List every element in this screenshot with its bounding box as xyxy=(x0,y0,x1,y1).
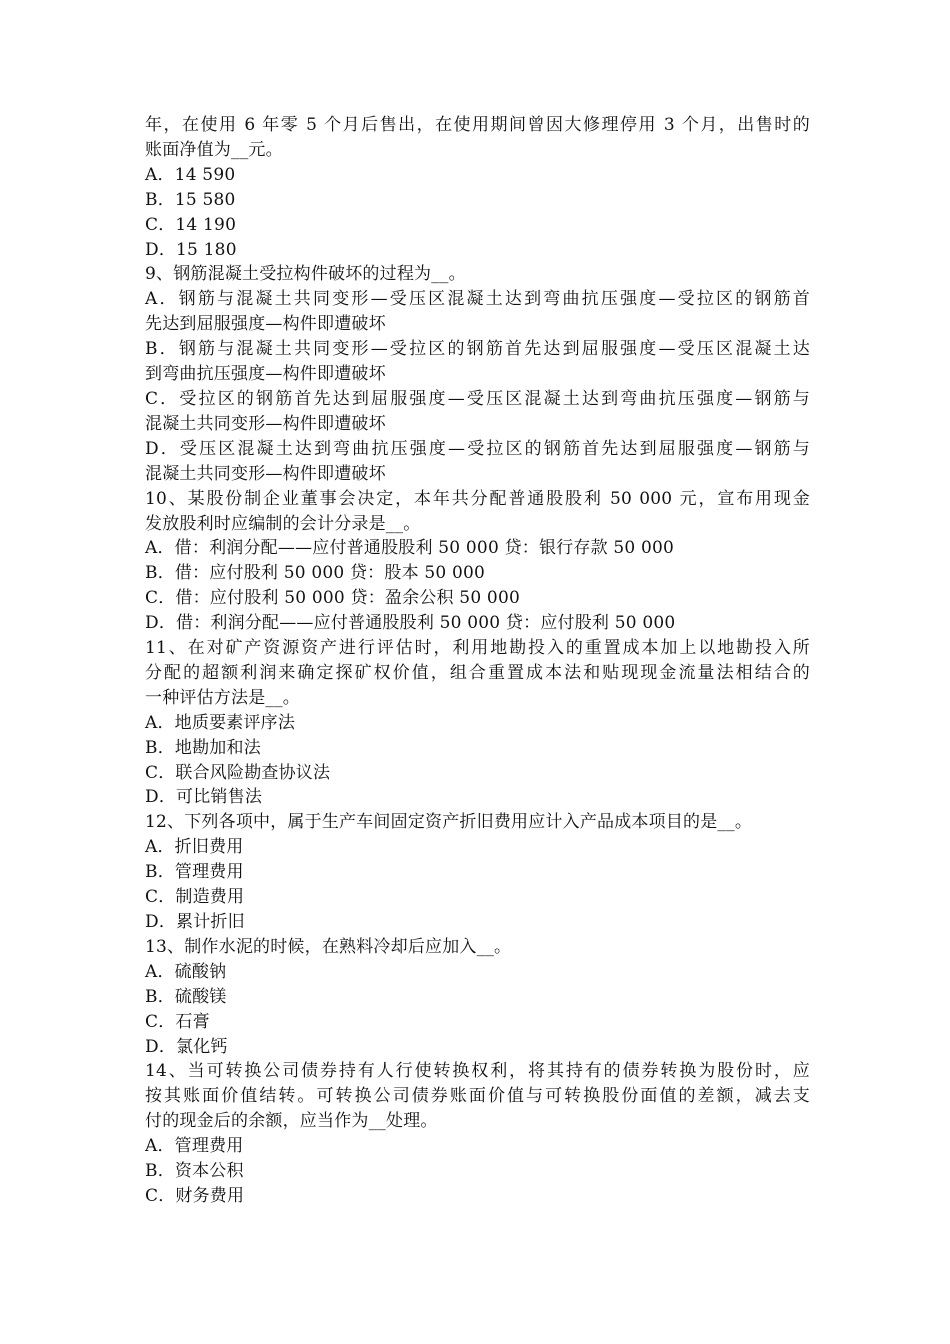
text-line: B．管理费用 xyxy=(145,862,244,883)
text-line: A．借：利润分配——应付普通股股利 50 000 贷：银行存款 50 000 xyxy=(145,538,675,559)
text-line: D．借：利润分配——应付普通股股利 50 000 贷：应付股利 50 000 xyxy=(145,613,676,634)
text-line: C．14 190 xyxy=(145,214,237,235)
text-line: 按其账面价值结转。可转换公司债券账面价值与可转换股份面值的差额，减去支 xyxy=(145,1086,810,1107)
text-line: B．借：应付股利 50 000 贷：股本 50 000 xyxy=(145,563,486,584)
text-line: A．地质要素评序法 xyxy=(145,712,296,733)
text-line: D．15 180 xyxy=(145,239,237,260)
text-line: 14、当可转换公司债券持有人行使转换权利，将其持有的债券转换为股份时，应 xyxy=(145,1061,810,1082)
text-line: 先达到屈服强度—构件即遭破坏 xyxy=(145,314,386,335)
text-line: 账面净值为__元。 xyxy=(145,139,283,160)
text-line: 分配的超额利润来确定探矿权价值，组合重置成本法和贴现现金流量法相结合的 xyxy=(145,662,810,683)
text-line: 11、在对矿产资源资产进行评估时，利用地勘投入的重置成本加上以地勘投入所 xyxy=(145,638,810,659)
text-line: B．硫酸镁 xyxy=(145,986,227,1007)
text-line: 发放股利时应编制的会计分录是__。 xyxy=(145,513,421,534)
text-line: 一种评估方法是__。 xyxy=(145,687,300,708)
text-line: D．累计折旧 xyxy=(145,912,245,932)
text-line: A．硫酸钠 xyxy=(145,961,227,982)
text-line: D．氯化钙 xyxy=(145,1036,228,1057)
text-line: D．可比销售法 xyxy=(145,787,263,808)
text-line: C．财务费用 xyxy=(145,1185,245,1206)
text-line: C．石膏 xyxy=(145,1011,210,1032)
text-line: B．资本公积 xyxy=(145,1161,244,1182)
text-line: 12、下列各项中，属于生产车间固定资产折旧费用应计入产品成本项目的是__。 xyxy=(145,812,753,833)
text-line: A．折旧费用 xyxy=(145,837,244,858)
text-line: A．管理费用 xyxy=(145,1136,244,1157)
text-line: 到弯曲抗压强度—构件即遭破坏 xyxy=(145,364,386,385)
text-line: 混凝土共同变形—构件即遭破坏 xyxy=(145,413,386,434)
text-line: 付的现金后的余额，应当作为__处理。 xyxy=(145,1111,438,1132)
text-line: 10、某股份制企业董事会决定，本年共分配普通股股利 50 000 元，宣布用现金 xyxy=(145,488,810,509)
document-page xyxy=(145,113,810,1209)
text-line: B．15 580 xyxy=(145,189,236,210)
text-line: A．钢筋与混凝土共同变形—受压区混凝土达到弯曲抗压强度—受拉区的钢筋首 xyxy=(145,289,810,310)
text-line: C．制造费用 xyxy=(145,887,245,908)
text-line: 9、钢筋混凝土受拉构件破坏的过程为__。 xyxy=(145,264,466,285)
text-line: C．借：应付股利 50 000 贷：盈余公积 50 000 xyxy=(145,588,520,609)
text-line: A．14 590 xyxy=(145,164,236,185)
text-line: 年，在使用 6 年零 5 个月后售出，在使用期间曾因大修理停用 3 个月，出售时的 xyxy=(145,115,810,135)
text-line: D．受压区混凝土达到弯曲抗压强度—受拉区的钢筋首先达到屈服强度—钢筋与 xyxy=(145,438,810,459)
text-line: 13、制作水泥的时候，在熟料冷却后应加入__。 xyxy=(145,936,512,957)
text-line: B．地勘加和法 xyxy=(145,737,261,758)
text-line: 混凝土共同变形—构件即遭破坏 xyxy=(145,463,386,484)
text-line: C．联合风险勘查协议法 xyxy=(145,762,331,783)
text-line: B．钢筋与混凝土共同变形—受拉区的钢筋首先达到屈服强度—受压区混凝土达 xyxy=(145,339,810,360)
text-line: C．受拉区的钢筋首先达到屈服强度—受压区混凝土达到弯曲抗压强度—钢筋与 xyxy=(145,388,810,409)
